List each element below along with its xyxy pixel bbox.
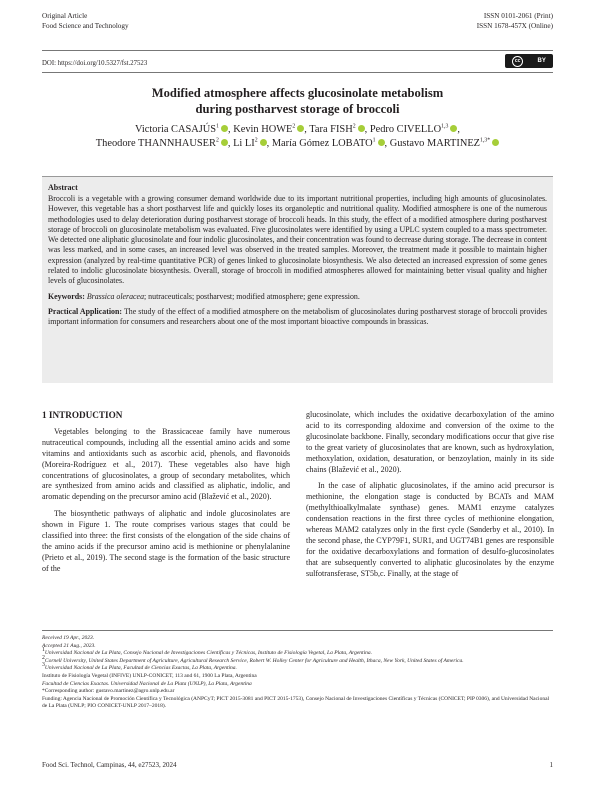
doi-rule (42, 72, 553, 73)
affiliation-2: $^2$Cornell University, United States Department of Agriculture, Agricultural Research Service, Robert W. Holley Center for Agriculture and Health, Ithaca, New York, United States of America. (42, 654, 464, 664)
orcid-icon[interactable] (221, 139, 228, 146)
abstract-heading: Abstract (48, 183, 78, 192)
journal-name: Food Science and Technology (42, 21, 129, 30)
title-line-1: Modified atmosphere affects glucosinolate metabolism (151, 86, 444, 100)
author-affiliation: 1 (216, 123, 219, 130)
author-name: Tara FISH (309, 124, 353, 135)
authors-line-1: Victoria CASAJÚS$^1$ , Kevin HOWE$^2$ , Tara FISH$^2$ , Pedro CIVELLO$^{1,3}$ , (135, 123, 460, 135)
received-text: Received 19 Apr., 2023. (42, 635, 95, 641)
cc-icon: cc (512, 56, 523, 67)
corresponding-author: *Corresponding author: gustavo.martinez@agro.unlp.edu.ar (42, 688, 175, 695)
cc-by-license-badge[interactable] (505, 54, 553, 68)
author-name: Pedro CIVELLO (369, 124, 442, 135)
by-label: BY (537, 58, 546, 64)
affiliation-3: $^3$Universidad Nacional de La Plata, Facultad de Ciencias Exactas, La Plata, Argentina. (42, 662, 237, 672)
authors-line-2: Theodore THANNHAUSER$^2$ , Li $LI^2$ , María Gómez LOBATO$^1$ , Gustavo $MARTINEZ^{1,3*}$ (42, 137, 553, 151)
author-name: Li LI (233, 137, 255, 149)
footnote-rule (42, 630, 553, 631)
abstract-text: Broccoli is a vegetable with a growing consumer demand worldwide due to its important nutritional properties, including high amounts of glucosinolates. However, this vegetable has a short postharvest life and quickly loses its organoleptic and nutritional quality. Modified atmosphere is one of the numerous methodologies used to delay deterioration during postharvest storage of broccoli heads. In this study, the effect of a modified atmosphere during postharvest storage of broccoli on glucosinolate metabolism was evaluated. Five glucosinolates were identified by using a UPLC system coupled to a mass spectrometer. We detected one aliphatic glucosinolate and four indolic glucosinolates, and their concentration was found to decrease during storage. The decrease in content was less marked, and in some cases, an increased level was observed in the treated samples. Moreover, the treatment made it possible to maintain higher expression (analyzed by real-time quantitative PCR) of genes linked to glucosinolate biosynthesis. We also detected an increased expression of some genes related to indolic glucosinolate biosynthesis. Overall, storage of broccoli in modified atmospheres allowed for maintaining better visual quality and higher levels of glucosinolates. (48, 194, 547, 286)
paragraph: The biosynthetic pathways of aliphatic and indole glucosinolates are shown in Figure 1. The route comprises various stages that could be classified into three: the first consists of the elongation of the side chains of the amino acids if the precursor amino acid is methionine or phenylalanine (Prieto et al., 2019). The second stage is the formation of the basic structure of the (42, 509, 290, 573)
keywords-list: ; nutraceuticals; postharvest; modified atmosphere; gene expression. (144, 291, 360, 301)
affiliation-1: $^1$Universidad Nacional de La Plata, Consejo Nacional de Investigaciones Científicas y Técnicas, Instituto de Fisiología Vegetal, La Plata, Argentina. (42, 647, 372, 657)
paragraph: In the case of aliphatic glucosinolates, if the amino acid precursor is methionine, the elongation stage is conducted by BCATs and MAM (methylthioalkylmalate synthase) genes. MAM1 enzyme catalyzes condensation reactions in the first three cycles of methionine elongation, whereas MAM2 catalyzes only in the first cycle (Sønderby et al., 2010). In the second phase, the CYP79F1, SUR1, and UGT74B1 genes are responsible for the oxidative decarboxylations and formation of desulfo-glucosinolates that are subsequently converted to aliphatic glucosinolates by the enzyme sulfotransferase, ST5b,c. Finally, at the stage of (306, 481, 554, 578)
title-line-2: during postharvest storage of broccoli (195, 101, 400, 116)
practical-application-label: Practical Application: (48, 306, 122, 316)
author-list (42, 123, 553, 150)
doi-link[interactable]: DOI: https://doi.org/10.5327/fst.27523 (42, 60, 148, 67)
address-2 (42, 681, 553, 689)
keyword-species: Brassica oleracea (86, 291, 145, 301)
accepted-text: Accepted 21 Aug., 2023. (42, 642, 96, 649)
section-heading: 1 INTRODUCTION (42, 410, 123, 420)
orcid-icon[interactable] (450, 125, 457, 132)
abstract-box (42, 176, 553, 383)
practical-application-text: The study of the effect of a modified atmosphere on the metabolism of glucosinolates during postharvest storage of broccoli provides important information for consumers and researchers about one of the most important bioactive compounds in brassicas. (48, 306, 547, 327)
author-name: María Gómez LOBATO (271, 137, 373, 149)
orcid-icon[interactable] (297, 125, 304, 132)
author-affiliation: 2 (215, 137, 219, 144)
author-affiliation: 2 (352, 123, 356, 130)
journal-header-left (42, 12, 129, 31)
orcid-icon[interactable] (260, 139, 267, 146)
author-affiliation: 1,3* (480, 137, 491, 144)
body-column-right (306, 410, 554, 580)
page-number: 1 (549, 761, 553, 769)
orcid-icon[interactable] (358, 125, 365, 132)
orcid-icon[interactable] (492, 139, 499, 146)
keywords (48, 292, 547, 302)
footnotes (42, 635, 553, 711)
orcid-icon[interactable] (378, 139, 385, 146)
author-affiliation: 1 (372, 137, 376, 144)
affiliation-text: Cornell University, United States Department of Agriculture, Agricultural Research Service, Robert W. Holley Center for Agriculture and Health, Ithaca, New York, United States of America. (44, 657, 464, 664)
journal-citation-footer: Food Sci. Technol, Campinas, 44, e27523, 2024 (42, 761, 177, 769)
author-name: Kevin HOWE (233, 124, 293, 135)
author-affiliation: 2 (254, 137, 258, 144)
author-affiliation: 2 (292, 123, 296, 130)
affiliation-text: Universidad Nacional de La Plata, Consejo Nacional de Investigaciones Científicas y Técnicas, Instituto de Fisiología Vegetal, La Plata, Argentina. (44, 650, 372, 657)
header-rule (42, 50, 553, 51)
author-name: Theodore THANNHAUSER (95, 137, 216, 149)
received-date (42, 635, 553, 643)
issn-print: ISSN 0101-2061 (Print) (483, 12, 553, 20)
paragraph: Vegetables belonging to the Brassicaceae family have numerous nutraceutical compounds, including all the essential amino acids and some vitamins and antioxidants such as ascorbic acid, phenols, and flavonoids (Moreira-Rodríguez et al., 2017). These vegetables also have high concentrations of glucosinolates, a group of secondary metabolites, which are synthesized from amino acids and classified as aliphatic, indolic, and aromatic depending on the precursor amino acid (Blažević et al., 2020). (42, 426, 290, 502)
body-column-left (42, 410, 290, 575)
keywords-label: Keywords: (48, 291, 85, 301)
paragraph: glucosinolate, which includes the oxidative decarboxylation of the amino acid to its corresponding aldoxime and conversion of the oxime to the glucosinolate backbone. Finally, secondary modifications occur that give rise to the great variety of glucosinolates that are known, such as hydroxylation, methoxylation, oxidation, desaturation, or benzoylation, mainly in its side chains (Blažević et al., 2020). (306, 410, 554, 474)
issn-online: ISSN 1678-457X (Online) (476, 21, 553, 30)
address-1: Instituto de Fisiología Vegetal (INFIVE) UNLP-CONICET, 113 and 61, 1900 La Plata, Argentina (42, 672, 257, 679)
funding: Funding: Agencia Nacional de Promoción Científica y Tecnológica (ANPCyT; PICT 2015-3081 and PICT 2015-1753), Consejo Nacional de Investigaciones Científicas y Técnicas (CONICET; PIP 0306), and Universidad Nacional de La Plata (UNLP; PIO CONICET-UNLP 2017–2018). (42, 695, 550, 710)
practical-application (48, 307, 547, 328)
journal-header-right (477, 12, 553, 31)
article-type: Original Article (42, 12, 88, 20)
address-text: Facultad de Ciencias Exactas. Universidad Nacional de La Plata (UNLP), La Plata, Argentina (42, 680, 252, 687)
orcid-icon[interactable] (221, 125, 228, 132)
author-name: Gustavo MARTINEZ (389, 137, 481, 149)
author-name: Victoria CASAJÚS (135, 124, 217, 135)
author-affiliation: 1,3 (441, 123, 449, 130)
article-title (42, 86, 553, 117)
affiliation-text: Universidad Nacional de La Plata, Facultad de Ciencias Exactas, La Plata, Argentina. (44, 665, 237, 672)
